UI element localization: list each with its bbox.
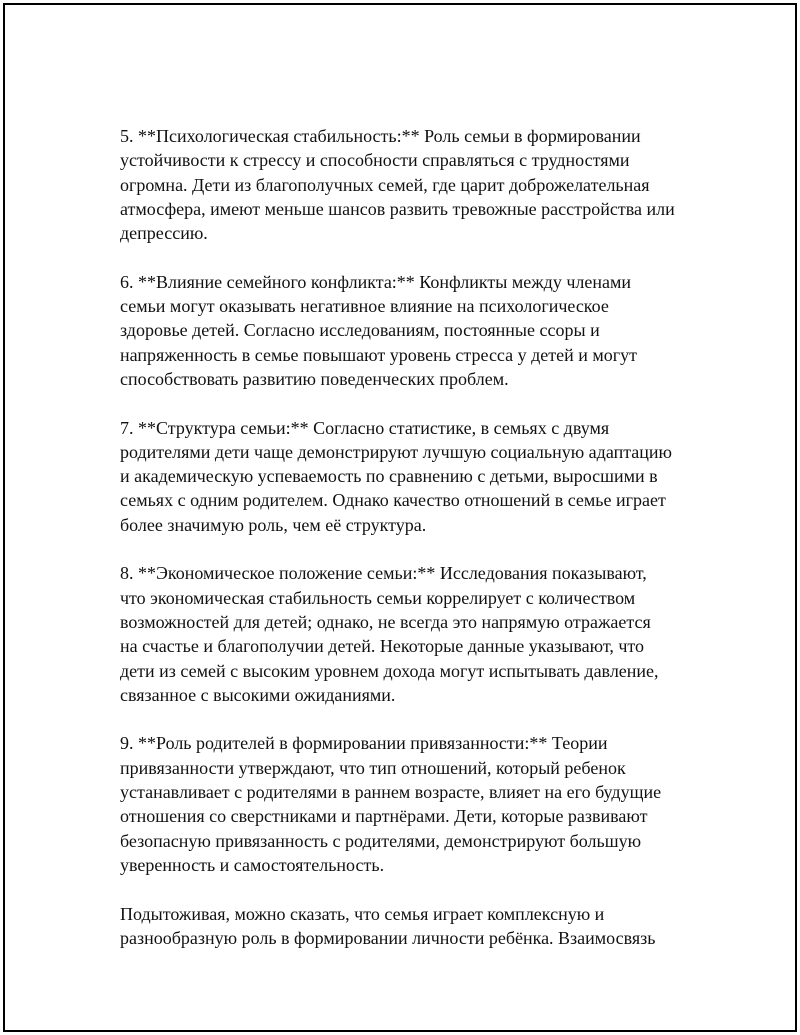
text-line: семьи могут оказывать негативное влияние на психологическое bbox=[120, 296, 609, 317]
text-line: 6. **Влияние семейного конфликта:** Конфликты между членами bbox=[120, 271, 631, 292]
document-body bbox=[120, 124, 700, 974]
text-line: устанавливает с родителями в раннем возрасте, влияет на его будущие bbox=[120, 782, 662, 803]
paragraph-economic-status bbox=[120, 561, 700, 707]
text-line: возможностей для детей; однако, не всегда это напрямую отражается bbox=[120, 611, 651, 632]
text-line: на счастье и благополучии детей. Некоторые данные указывают, что bbox=[120, 636, 645, 657]
text-line: связанное с высокими ожиданиями. bbox=[120, 684, 396, 705]
text-line: привязанности утверждают, что тип отношений, который ребенок bbox=[120, 757, 626, 778]
text-line: напряженность в семье повышают уровень стресса у детей и могут bbox=[120, 344, 638, 365]
text-line: устойчивости к стрессу и способности справляться с трудностями bbox=[120, 150, 630, 171]
paragraph-family-structure bbox=[120, 416, 700, 537]
text-line: более значимую роль, чем её структура. bbox=[120, 514, 427, 535]
text-line: безопасную привязанность с родителями, демонстрируют большую bbox=[120, 830, 642, 851]
document-page bbox=[3, 3, 797, 1032]
text-line: разнообразную роль в формировании личности ребёнка. Взаимосвязь bbox=[120, 927, 656, 948]
text-line: огромна. Дети из благополучных семей, где царит доброжелательная bbox=[120, 174, 650, 195]
text-line: 8. **Экономическое положение семьи:** Исследования показывают, bbox=[120, 563, 647, 584]
text-line: отношения со сверстниками и партнёрами. Дети, которые развивают bbox=[120, 806, 648, 827]
text-line: атмосфера, имеют меньше шансов развить тревожные расстройства или bbox=[120, 198, 675, 219]
text-line: 9. **Роль родителей в формировании привязанности:** Теории bbox=[120, 733, 608, 754]
text-line: депрессию. bbox=[120, 223, 208, 244]
text-line: 7. **Структура семьи:** Согласно статистике, в семьях с двумя bbox=[120, 417, 610, 438]
text-line: что экономическая стабильность семьи коррелирует с количеством bbox=[120, 587, 636, 608]
paragraph-family-conflict bbox=[120, 270, 700, 391]
paragraph-psychological-stability bbox=[120, 124, 700, 245]
text-line: и академическую успеваемость по сравнению с детьми, выросшими в bbox=[120, 466, 658, 487]
text-line: дети из семей с высоким уровнем дохода могут испытывать давление, bbox=[120, 660, 659, 681]
text-line: 5. **Психологическая стабильность:** Роль семьи в формировании bbox=[120, 126, 641, 146]
text-line: способствовать развитию поведенческих проблем. bbox=[120, 368, 509, 389]
paragraph-conclusion bbox=[120, 902, 700, 951]
text-line: семьях с одним родителем. Однако качество отношений в семье играет bbox=[120, 490, 666, 511]
text-line: родителями дети чаще демонстрируют лучшую социальную адаптацию bbox=[120, 441, 673, 462]
text-line: Подытоживая, можно сказать, что семья играет комплексную и bbox=[120, 903, 605, 924]
text-line: здоровье детей. Согласно исследованиям, постоянные ссоры и bbox=[120, 320, 600, 341]
text-line: уверенность и самостоятельность. bbox=[120, 854, 385, 875]
paragraph-attachment bbox=[120, 731, 700, 877]
